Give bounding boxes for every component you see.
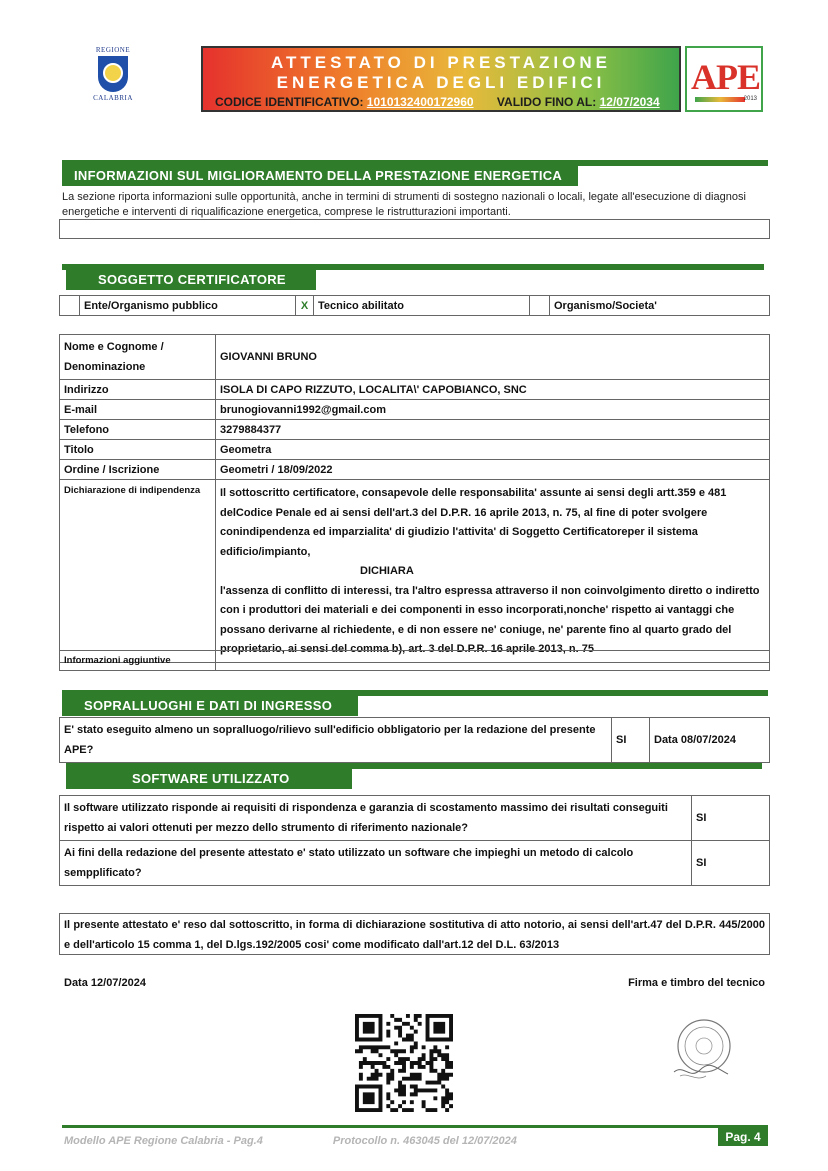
declaration-keyword: DICHIARA xyxy=(360,565,414,577)
option-mark-technician[interactable]: X xyxy=(296,296,314,316)
improvement-section-title: INFORMAZIONI SUL MIGLIORAMENTO DELLA PRESTAZIONE ENERGETICA xyxy=(62,166,578,186)
option-label-technician: Tecnico abilitato xyxy=(314,296,530,316)
option-label-public: Ente/Organismo pubblico xyxy=(80,296,296,316)
improvement-content-box xyxy=(59,219,770,239)
additional-info-table xyxy=(59,650,770,671)
valid-label: VALIDO FINO AL: xyxy=(496,95,597,109)
declaration-part2: l'assenza di conflitto di interessi, tra l'altro espressa attraverso il non coinvolgimento diretto o indiretto con i produttori dei materiali e dei componenti in esso incorporati,nonche' rispetto ai vantaggi che possano derivarne al richiedente, e di non essere ne' coniuge, ne' parente fino al quarto grado del proprietario, ai sensi del comma b), art. 3 del D.P.R. 16 aprile 2013, n. 75 xyxy=(220,584,760,655)
title-label: Titolo xyxy=(60,440,216,460)
table-row xyxy=(60,440,770,460)
code-label: CODICE IDENTIFICATIVO: xyxy=(215,95,364,109)
footer-rule xyxy=(62,1125,768,1128)
address-label: Indirizzo xyxy=(60,380,216,400)
valid-value: 12/07/2034 xyxy=(599,95,660,109)
table-row xyxy=(60,380,770,400)
footer-protocol: Protocollo n. 463045 del 12/07/2024 xyxy=(332,1135,517,1147)
registration-label: Ordine / Iscrizione xyxy=(60,460,216,480)
ape-logo-bars xyxy=(695,97,745,102)
software-answer-1: SI xyxy=(692,796,770,841)
code-value: 1010132400172960 xyxy=(366,95,474,109)
software-answer-2: SI xyxy=(692,841,770,886)
email-label: E-mail xyxy=(60,400,216,420)
additional-info-value[interactable] xyxy=(216,651,770,671)
statement-box xyxy=(59,913,770,955)
inspection-answer: SI xyxy=(612,718,650,763)
phone-value: 3279884377 xyxy=(216,420,770,440)
technician-stamp-icon xyxy=(666,1014,736,1086)
region-logo-bottom-text: CALABRIA xyxy=(93,94,133,102)
declaration-label: Dichiarazione di indipendenza xyxy=(60,480,216,663)
ape-logo-year: 2013 xyxy=(743,96,757,102)
qr-code-icon xyxy=(355,1014,453,1112)
address-value: ISOLA DI CAPO RIZZUTO, LOCALITA\' CAPOBIANCO, SNC xyxy=(216,380,770,400)
footer-text xyxy=(64,1135,517,1147)
option-mark-company[interactable] xyxy=(530,296,550,316)
page-number-badge: Pag. 4 xyxy=(718,1128,768,1146)
signature-label: Firma e timbro del tecnico xyxy=(628,977,765,989)
code-line xyxy=(215,95,660,109)
region-shield-icon xyxy=(98,56,128,92)
region-calabria-logo xyxy=(86,46,140,114)
certifier-type-table xyxy=(59,295,770,316)
region-logo-top-text: REGIONE xyxy=(95,46,131,54)
footer-model: Modello APE Regione Calabria - Pag.4 xyxy=(64,1135,263,1147)
table-row xyxy=(60,400,770,420)
registration-value: Geometri / 18/09/2022 xyxy=(216,460,770,480)
table-row xyxy=(60,420,770,440)
header-banner xyxy=(201,46,681,112)
ape-logo xyxy=(685,46,763,112)
table-row xyxy=(60,460,770,480)
inspection-table xyxy=(59,717,770,763)
name-value: GIOVANNI BRUNO xyxy=(216,335,770,380)
issue-date: Data 12/07/2024 xyxy=(64,977,146,989)
inspection-question: E' stato eseguito almeno un sopralluogo/rilievo sull'edificio obbligatorio per la redazione del presente APE? xyxy=(60,718,612,763)
software-table xyxy=(59,795,770,886)
table-row xyxy=(60,841,770,886)
certifier-section-title: SOGGETTO CERTIFICATORE xyxy=(66,270,316,290)
document-title-line1: ATTESTATO DI PRESTAZIONE xyxy=(271,53,611,72)
software-question-2: Ai fini della redazione del presente attestato e' stato utilizzato un software che impieghi un metodo di calcolo sempplificato? xyxy=(60,841,692,886)
inspection-section-title: SOPRALLUOGHI E DATI DI INGRESSO xyxy=(62,696,358,716)
document-title-line2: ENERGETICA DEGLI EDIFICI xyxy=(276,73,606,92)
software-question-1: Il software utilizzato risponde ai requisiti di rispondenza e garanzia di scostamento massimo dei risultati conseguiti rispetto ai valori ottenuti per mezzo dello strumento di riferimento nazionale? xyxy=(60,796,692,841)
table-row xyxy=(60,796,770,841)
additional-info-label: Informazioni aggiuntive xyxy=(60,651,216,671)
statement-text: Il presente attestato e' reso dal sottoscritto, in forma di dichiarazione sostitutiva di atto notorio, ai sensi dell'art.47 del D.P.R. 445/2000 e dell'articolo 15 comma 1, del D.lgs.192/2005 cosi' come modificato dall'art.12 del D.L. 63/2013 xyxy=(64,919,765,951)
table-row xyxy=(60,335,770,380)
certifier-details-table xyxy=(59,334,770,663)
title-value: Geometra xyxy=(216,440,770,460)
declaration-part1: Il sottoscritto certificatore, consapevole delle responsabilita' assunte ai sensi degli artt.359 e 481 delCodice Penale ed ai sensi dell'art.3 del D.P.R. 16 aprile 2013, n. 75, al fine di poter svolgere conindipendenza ed imparzialita' di giudizio l'attivita' di Soggetto Certificatoreper il sistema edificio/impianto, xyxy=(220,487,727,558)
table-row xyxy=(60,480,770,663)
improvement-description: La sezione riporta informazioni sulle opportunità, anche in termini di strumenti di sostegno nazionali o locali, legate all'esecuzione di diagnosi energetiche e interventi di riqualificazione energetica, comprese le ristrutturazioni importanti. xyxy=(62,191,746,218)
ape-logo-text: APE xyxy=(691,57,760,97)
software-section-title: SOFTWARE UTILIZZATO xyxy=(66,769,352,789)
option-mark-public[interactable] xyxy=(60,296,80,316)
email-value: brunogiovanni1992@gmail.com xyxy=(216,400,770,420)
name-label: Nome e Cognome / Denominazione xyxy=(60,335,216,380)
phone-label: Telefono xyxy=(60,420,216,440)
declaration-text xyxy=(216,480,770,663)
option-label-company: Organismo/Societa' xyxy=(550,296,770,316)
inspection-date: Data 08/07/2024 xyxy=(650,718,770,763)
